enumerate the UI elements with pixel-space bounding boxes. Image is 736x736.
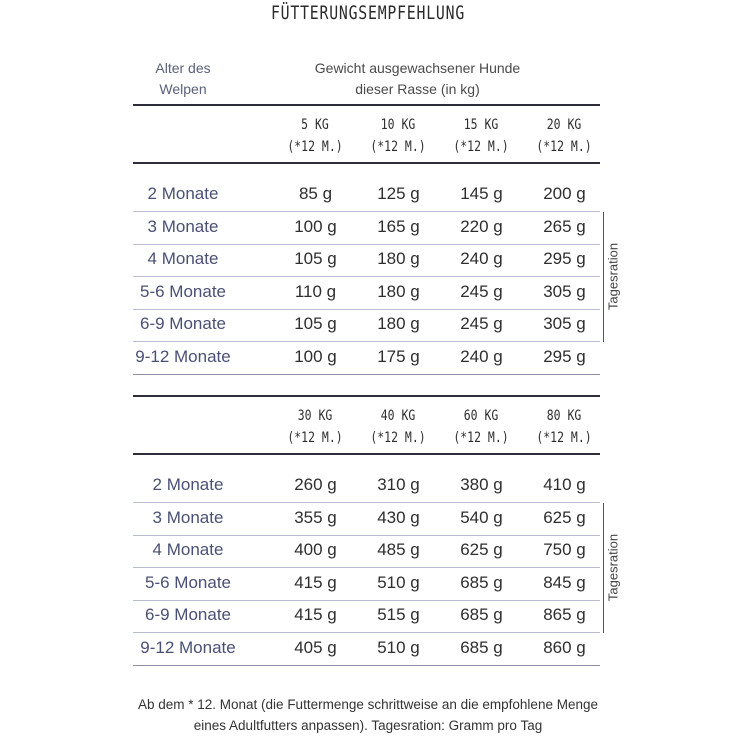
- weight-note: (*12 M.): [287, 430, 343, 446]
- weight-header-line2: dieser Rasse (in kg): [355, 81, 480, 97]
- value-cell: 180 g: [377, 314, 420, 334]
- age-header-line1: Alter des: [155, 60, 211, 76]
- page-title: FÜTTERUNGSEMPFEHLUNG: [270, 2, 466, 24]
- weight-note: (*12 M.): [453, 430, 509, 446]
- weight-note: (*12 M.): [453, 139, 509, 155]
- age-label: 9-12 Monate: [135, 347, 231, 366]
- weight-header-cell: [447, 114, 514, 158]
- weight-note: (*12 M.): [287, 139, 343, 155]
- value-cell: 415 g: [294, 572, 337, 592]
- value-cell: 295 g: [543, 347, 586, 366]
- side-label: Tagesration: [605, 533, 621, 601]
- weight-note: (*12 M.): [536, 430, 592, 446]
- weight-header-cell: [447, 405, 514, 449]
- weight-kg: 20 KG: [546, 117, 582, 133]
- age-label: 3 Monate: [152, 507, 224, 527]
- value-cell: 175 g: [377, 347, 420, 366]
- row-separator: [133, 600, 600, 601]
- value-cell: 180 g: [377, 281, 420, 301]
- value-cell: 305 g: [543, 281, 586, 301]
- age-label: 2 Monate: [147, 184, 219, 203]
- row-separator: [133, 632, 600, 633]
- value-cell: 265 g: [543, 216, 586, 236]
- weight-kg: 40 KG: [380, 408, 416, 424]
- value-cell: 510 g: [377, 572, 420, 592]
- value-cell: 200 g: [543, 184, 586, 203]
- value-cell: 240 g: [460, 347, 503, 366]
- value-cell: 625 g: [460, 540, 503, 560]
- value-cell: 410 g: [543, 475, 586, 494]
- value-cell: 105 g: [294, 314, 337, 334]
- value-cell: 860 g: [543, 638, 586, 657]
- row-separator: [133, 211, 600, 212]
- value-cell: 400 g: [294, 540, 337, 560]
- header-bottom-border: [133, 162, 600, 164]
- value-cell: 100 g: [294, 347, 337, 366]
- table-top-border: [133, 104, 600, 106]
- row-separator: [133, 244, 600, 245]
- footnote-line2: eines Adultfutters anpassen). Tagesration: Gramm pro Tag: [193, 718, 543, 733]
- side-bracket-line: [603, 212, 604, 342]
- weight-column-header: [270, 58, 565, 100]
- value-cell: 220 g: [460, 216, 503, 236]
- value-cell: 685 g: [460, 638, 503, 657]
- value-cell: 245 g: [460, 314, 503, 334]
- value-cell: 180 g: [377, 249, 420, 269]
- value-cell: 125 g: [377, 184, 420, 203]
- value-cell: 240 g: [460, 249, 503, 269]
- table-bottom-border: [133, 665, 600, 666]
- value-cell: 750 g: [543, 540, 586, 560]
- value-cell: 110 g: [294, 281, 337, 301]
- row-separator: [133, 502, 600, 503]
- weight-note: (*12 M.): [536, 139, 592, 155]
- value-cell: 430 g: [377, 507, 420, 527]
- row-separator: [133, 341, 600, 342]
- age-column-header: [128, 58, 238, 100]
- value-cell: 100 g: [294, 216, 337, 236]
- value-cell: 685 g: [460, 605, 503, 625]
- value-cell: 405 g: [294, 638, 337, 657]
- value-cell: 145 g: [460, 184, 503, 203]
- row-separator: [133, 567, 600, 568]
- header-bottom-border: [133, 453, 600, 455]
- age-header-line2: Welpen: [159, 81, 207, 97]
- value-cell: 485 g: [377, 540, 420, 560]
- age-label: 4 Monate: [152, 540, 224, 560]
- weight-kg: 15 KG: [463, 117, 499, 133]
- weight-kg: 80 KG: [546, 408, 582, 424]
- value-cell: 305 g: [543, 314, 586, 334]
- footnote-line1: Ab dem * 12. Monat (die Futtermenge schrittweise an die empfohlene Menge: [137, 697, 598, 712]
- weight-header-line1: Gewicht ausgewachsener Hunde: [314, 60, 521, 76]
- value-cell: 380 g: [460, 475, 503, 494]
- weight-header-cell: [364, 114, 431, 158]
- value-cell: 845 g: [543, 572, 586, 592]
- value-cell: 105 g: [294, 249, 337, 269]
- weight-header-cell: [530, 114, 597, 158]
- value-cell: 355 g: [294, 507, 337, 527]
- weight-kg: 30 KG: [297, 408, 333, 424]
- age-label: 9-12 Monate: [140, 638, 236, 657]
- row-separator: [133, 535, 600, 536]
- age-label: 6-9 Monate: [140, 314, 226, 334]
- weight-kg: 60 KG: [463, 408, 499, 424]
- value-cell: 260 g: [294, 475, 337, 494]
- value-cell: 515 g: [377, 605, 420, 625]
- value-cell: 865 g: [543, 605, 586, 625]
- value-cell: 540 g: [460, 507, 503, 527]
- value-cell: 625 g: [543, 507, 586, 527]
- weight-kg: 10 KG: [380, 117, 416, 133]
- weight-header-cell: [364, 405, 431, 449]
- side-label: Tagesration: [605, 242, 621, 310]
- weight-kg: 5 KG: [301, 117, 329, 133]
- value-cell: 245 g: [460, 281, 503, 301]
- row-separator: [133, 309, 600, 310]
- value-cell: 295 g: [543, 249, 586, 269]
- value-cell: 165 g: [377, 216, 420, 236]
- weight-note: (*12 M.): [370, 430, 426, 446]
- value-cell: 85 g: [298, 184, 333, 203]
- age-label: 4 Monate: [147, 249, 219, 269]
- table-bottom-border: [133, 374, 600, 375]
- age-label: 3 Monate: [147, 216, 219, 236]
- age-label: 5-6 Monate: [140, 281, 226, 301]
- age-label: 6-9 Monate: [145, 605, 231, 625]
- footnote: [0, 694, 736, 736]
- weight-header-cell: [281, 405, 348, 449]
- value-cell: 310 g: [377, 475, 420, 494]
- weight-header-cell: [281, 114, 348, 158]
- age-label: 5-6 Monate: [145, 572, 231, 592]
- weight-header-cell: [530, 405, 597, 449]
- side-bracket-line: [603, 503, 604, 633]
- row-separator: [133, 276, 600, 277]
- value-cell: 415 g: [294, 605, 337, 625]
- value-cell: 510 g: [377, 638, 420, 657]
- weight-note: (*12 M.): [370, 139, 426, 155]
- value-cell: 685 g: [460, 572, 503, 592]
- age-label: 2 Monate: [152, 475, 224, 494]
- table-top-border: [133, 395, 600, 397]
